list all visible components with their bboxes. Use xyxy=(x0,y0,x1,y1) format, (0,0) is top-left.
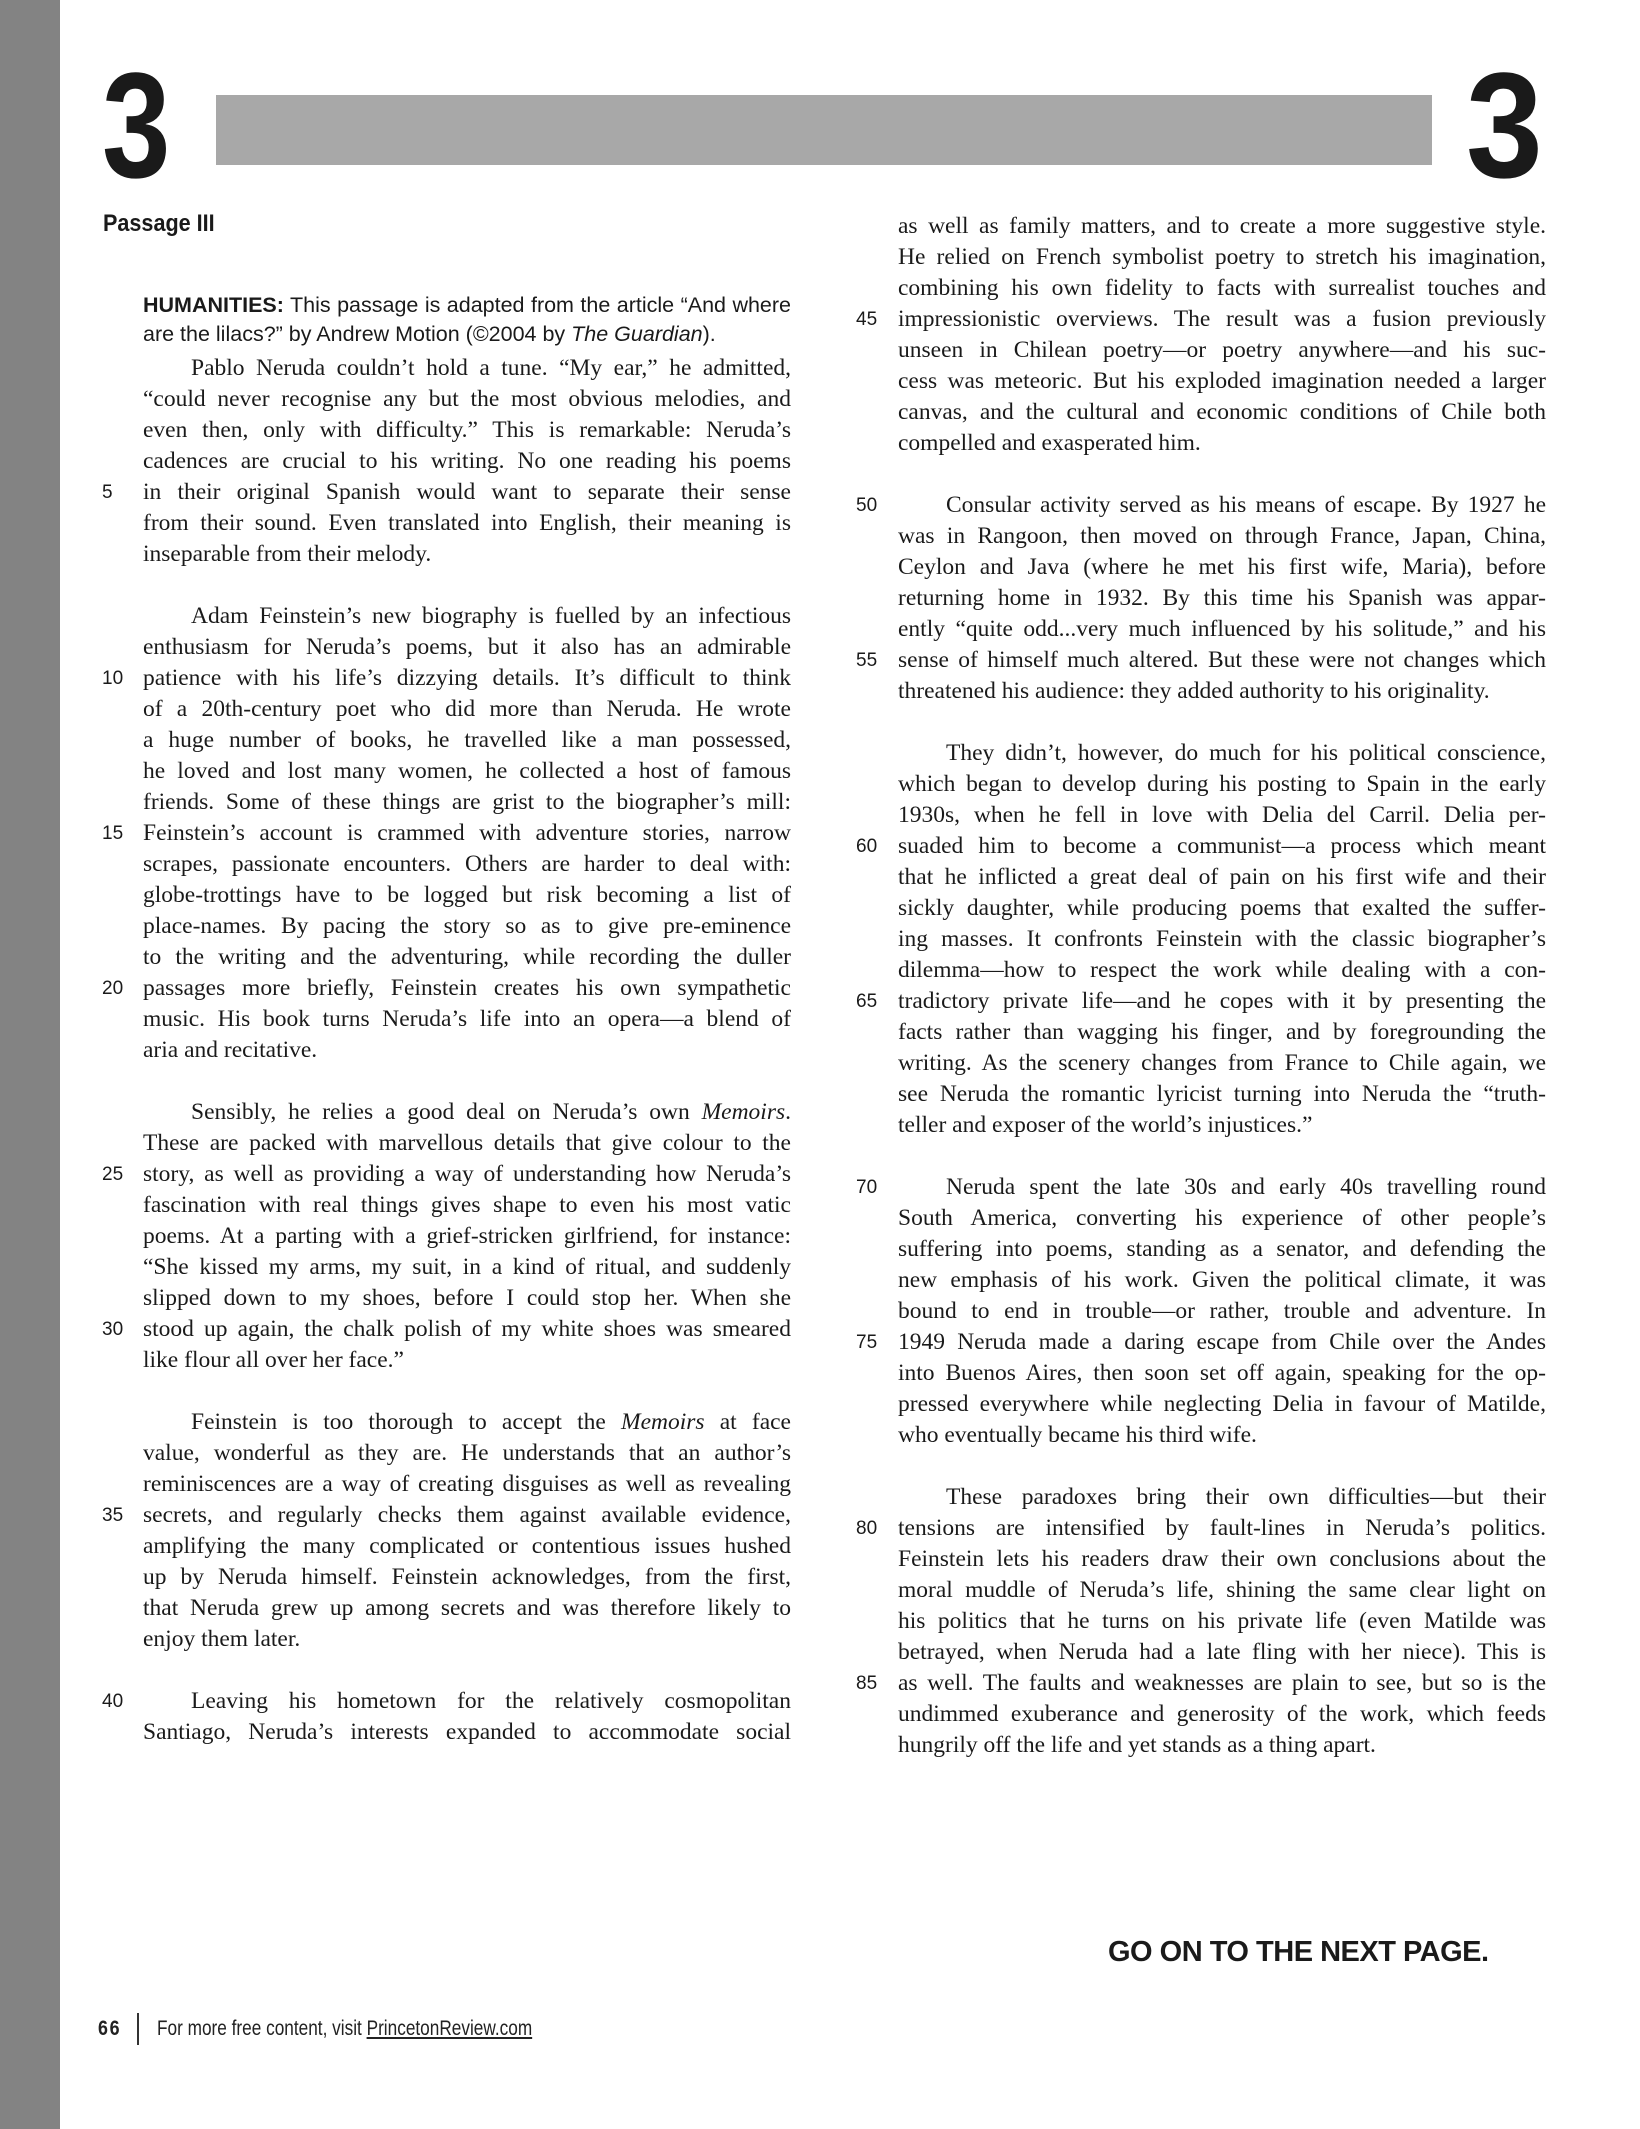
passage-line: 1930s, when he fell in love with Delia del Carril. Delia per- xyxy=(898,802,1546,828)
passage-line: “She kissed my arms, my suit, in a kind of ritual, and suddenly xyxy=(143,1254,791,1280)
passage-line: Santiago, Neruda’s interests expanded to accommodate social xyxy=(143,1719,791,1745)
passage-line: passages more briefly, Feinstein creates his own sympathetic xyxy=(143,975,791,1001)
passage-line: stood up again, the chalk polish of my white shoes was smeared xyxy=(143,1316,791,1342)
passage-line: sickly daughter, while producing poems that exalted the suffer- xyxy=(898,895,1546,921)
passage-line: aria and recitative. xyxy=(143,1037,318,1063)
passage-line: globe-trottings have to be logged but risk becoming a list of xyxy=(143,882,791,908)
footer-divider xyxy=(137,2013,139,2045)
passage-line: cess was meteoric. But his exploded imagination needed a larger xyxy=(898,368,1546,394)
passage-line: ing masses. It confronts Feinstein with the classic biographer’s xyxy=(898,926,1546,952)
passage-line: reminiscences are a way of creating disguises as well as revealing xyxy=(143,1471,791,1497)
passage-line: facts rather than wagging his finger, and by foregrounding the xyxy=(898,1019,1546,1045)
passage-line: as well. The faults and weaknesses are plain to see, but so is the xyxy=(898,1670,1546,1696)
intro-text: This passage is adapted from the article “And where are the lilacs?” by Andrew Motion (©2004 by xyxy=(143,293,791,346)
passage-line: returning home in 1932. By this time his Spanish was appar- xyxy=(898,585,1546,611)
passage-line: These paradoxes bring their own difficulties—but their xyxy=(946,1484,1546,1510)
passage-line: suaded him to become a communist—a process which meant xyxy=(898,833,1546,859)
line-number: 75 xyxy=(856,1332,878,1353)
passage-line: ently “quite odd...very much influenced by his solitude,” and his xyxy=(898,616,1546,642)
passage-line: Feinstein is too thorough to accept the Memoirs at face xyxy=(191,1409,791,1435)
passage-line: value, wonderful as they are. He understands that an author’s xyxy=(143,1440,791,1466)
line-number: 80 xyxy=(856,1518,878,1539)
line-number: 40 xyxy=(102,1691,124,1712)
line-number: 60 xyxy=(856,836,878,857)
passage-line: story, as well as providing a way of understanding how Neruda’s xyxy=(143,1161,791,1187)
line-number: 55 xyxy=(856,650,878,671)
passage-line: that Neruda grew up among secrets and was therefore likely to xyxy=(143,1595,791,1621)
line-number: 15 xyxy=(102,823,124,844)
line-number: 10 xyxy=(102,668,124,689)
passage-line: like flour all over her face.” xyxy=(143,1347,404,1373)
intro-text-end: ). xyxy=(702,322,716,346)
passage-line: music. His book turns Neruda’s life into an opera—a blend of xyxy=(143,1006,791,1032)
line-number: 70 xyxy=(856,1177,878,1198)
passage-line: sense of himself much altered. But these were not changes which xyxy=(898,647,1546,673)
intro-source: The Guardian xyxy=(571,322,703,346)
passage-line: threatened his audience: they added authority to his originality. xyxy=(898,678,1490,704)
passage-line: suffering into poems, standing as a senator, and defending the xyxy=(898,1236,1546,1262)
passage-intro xyxy=(143,291,791,349)
section-number-right: 3 xyxy=(1466,41,1540,209)
passage-line: as well as family matters, and to create a more suggestive style. xyxy=(898,213,1546,239)
passage-line: He relied on French symbolist poetry to stretch his imagination, xyxy=(898,244,1546,270)
line-number: 35 xyxy=(102,1505,124,1526)
book-title: Memoirs xyxy=(701,1099,786,1125)
passage-line: who eventually became his third wife. xyxy=(898,1422,1257,1448)
passage-line: that he inflicted a great deal of pain on his first wife and their xyxy=(898,864,1546,890)
passage-line: into Buenos Aires, then soon set off again, speaking for the op- xyxy=(898,1360,1546,1386)
passage-line: Neruda spent the late 30s and early 40s travelling round xyxy=(946,1174,1546,1200)
line-number: 65 xyxy=(856,991,878,1012)
passage-line: secrets, and regularly checks them against available evidence, xyxy=(143,1502,791,1528)
passage-line: pressed everywhere while neglecting Delia in favour of Matilde, xyxy=(898,1391,1546,1417)
passage-line: hungrily off the life and yet stands as a thing apart. xyxy=(898,1732,1376,1758)
passage-line: Sensibly, he relies a good deal on Neruda’s own Memoirs. xyxy=(191,1099,791,1125)
passage-line: Consular activity served as his means of escape. By 1927 he xyxy=(946,492,1546,518)
page-footer xyxy=(96,2012,614,2046)
passage-line: impressionistic overviews. The result was a fusion previously xyxy=(898,306,1546,332)
passage-line: undimmed exuberance and generosity of the work, which feeds xyxy=(898,1701,1546,1727)
passage-line: tradictory private life—and he copes with it by presenting the xyxy=(898,988,1546,1014)
passage-line: teller and exposer of the world’s injustices.” xyxy=(898,1112,1313,1138)
passage-line: see Neruda the romantic lyricist turning into Neruda the “truth- xyxy=(898,1081,1546,1107)
passage-line: slipped down to my shoes, before I could stop her. When she xyxy=(143,1285,791,1311)
passage-line: Adam Feinstein’s new biography is fuelled by an infectious xyxy=(191,603,791,629)
line-number: 20 xyxy=(102,978,124,999)
passage-line: Feinstein’s account is crammed with adventure stories, narrow xyxy=(143,820,791,846)
page-number: 66 xyxy=(98,2017,122,2040)
passage-line: compelled and exasperated him. xyxy=(898,430,1201,456)
passage-line: from their sound. Even translated into English, their meaning is xyxy=(143,510,791,536)
book-title: Memoirs xyxy=(621,1409,705,1435)
passage-line: of a 20th-century poet who did more than Neruda. He wrote xyxy=(143,696,791,722)
go-on-next-page: GO ON TO THE NEXT PAGE. xyxy=(1108,1936,1489,1968)
passage-line: place-names. By pacing the story so as to give pre-eminence xyxy=(143,913,791,939)
section-number-left: 3 xyxy=(102,41,168,209)
passage-line: unseen in Chilean poetry—or poetry anywhere—and his suc- xyxy=(898,337,1546,363)
passage-line: was in Rangoon, then moved on through France, Japan, China, xyxy=(898,523,1546,549)
passage-line: tensions are intensified by fault-lines in Neruda’s politics. xyxy=(898,1515,1546,1541)
section-header-bar xyxy=(216,95,1432,165)
passage-line: scrapes, passionate encounters. Others are harder to deal with: xyxy=(143,851,791,877)
passage-line: bound to end in trouble—or rather, trouble and adventure. In xyxy=(898,1298,1546,1324)
passage-line: enthusiasm for Neruda’s poems, but it also has an admirable xyxy=(143,634,791,660)
passage-line: They didn’t, however, do much for his political conscience, xyxy=(946,740,1546,766)
passage-line: canvas, and the cultural and economic conditions of Chile both xyxy=(898,399,1546,425)
passage-line: friends. Some of these things are grist to the biographer’s mill: xyxy=(143,789,791,815)
passage-line: in their original Spanish would want to separate their sense xyxy=(143,479,791,505)
passage-line: to the writing and the adventuring, while recording the duller xyxy=(143,944,791,970)
passage-line: moral muddle of Neruda’s life, shining the same clear light on xyxy=(898,1577,1546,1603)
passage-line: dilemma—how to respect the work while dealing with a con- xyxy=(898,957,1546,983)
passage-line: up by Neruda himself. Feinstein acknowledges, from the first, xyxy=(143,1564,791,1590)
passage-line: writing. As the scenery changes from France to Chile again, we xyxy=(898,1050,1546,1076)
passage-line: enjoy them later. xyxy=(143,1626,301,1652)
passage-line: “could never recognise any but the most obvious melodies, and xyxy=(143,386,791,412)
passage-line: poems. At a parting with a grief-stricken girlfriend, for instance: xyxy=(143,1223,791,1249)
passage-line: new emphasis of his work. Given the political climate, it was xyxy=(898,1267,1546,1293)
line-number: 45 xyxy=(856,309,878,330)
line-number: 5 xyxy=(102,482,113,503)
passage-line: patience with his life’s dizzying details. It’s difficult to think xyxy=(143,665,791,691)
passage-line: betrayed, when Neruda had a late fling with her niece). This is xyxy=(898,1639,1546,1665)
page-edge-bar xyxy=(0,0,60,2129)
footer-promo-text: For more free content, visit xyxy=(156,2017,367,2040)
passage-line: Leaving his hometown for the relatively cosmopolitan xyxy=(191,1688,791,1714)
passage-line: 1949 Neruda made a daring escape from Chile over the Andes xyxy=(898,1329,1546,1355)
passage-line: fascination with real things gives shape to even his most vatic xyxy=(143,1192,791,1218)
footer-promo xyxy=(157,2017,532,2041)
line-number: 85 xyxy=(856,1673,878,1694)
passage-line: inseparable from their melody. xyxy=(143,541,432,567)
passage-line: Ceylon and Java (where he met his first wife, Maria), before xyxy=(898,554,1546,580)
passage-line: Feinstein lets his readers draw their own conclusions about the xyxy=(898,1546,1546,1572)
passage-line: cadences are crucial to his writing. No one reading his poems xyxy=(143,448,791,474)
passage-line: which began to develop during his posting to Spain in the early xyxy=(898,771,1546,797)
passage-line: his politics that he turns on his private life (even Matilde was xyxy=(898,1608,1546,1634)
intro-label: HUMANITIES: xyxy=(143,293,284,317)
passage-line: combining his own fidelity to facts with surrealist touches and xyxy=(898,275,1546,301)
passage-line: amplifying the many complicated or contentious issues hushed xyxy=(143,1533,791,1559)
line-number: 30 xyxy=(102,1319,124,1340)
passage-title: Passage III xyxy=(103,210,215,237)
line-number: 50 xyxy=(856,495,878,516)
princeton-review-link[interactable]: PrincetonReview.com xyxy=(366,2017,533,2040)
passage-line: a huge number of books, he travelled like a man possessed, xyxy=(143,727,791,753)
line-number: 25 xyxy=(102,1164,124,1185)
passage-line: South America, converting his experience of other people’s xyxy=(898,1205,1546,1231)
passage-line: even then, only with difficulty.” This is remarkable: Neruda’s xyxy=(143,417,791,443)
passage-line: he loved and lost many women, he collected a host of famous xyxy=(143,758,791,784)
passage-line: Pablo Neruda couldn’t hold a tune. “My ear,” he admitted, xyxy=(191,355,791,381)
passage-line: These are packed with marvellous details that give colour to the xyxy=(143,1130,791,1156)
